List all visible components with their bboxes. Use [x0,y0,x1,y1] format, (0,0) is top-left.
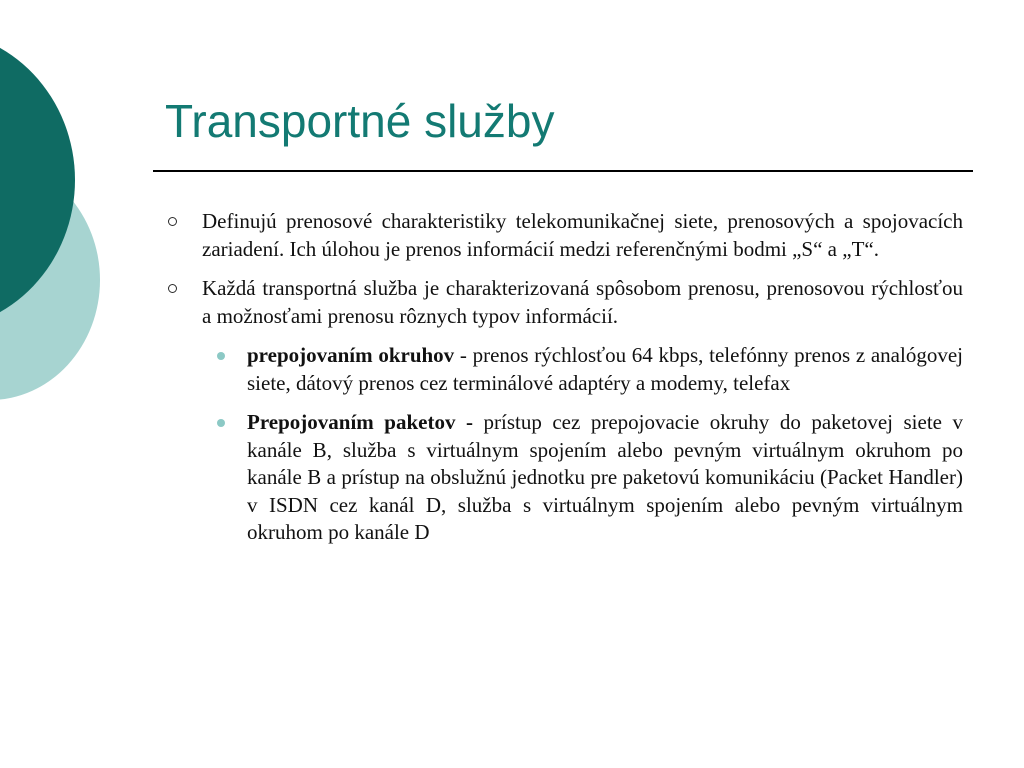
sub-bullet-bold-term: Prepojovaním paketov - [247,410,473,434]
bullet-text: Každá transportná služba je charakterizovaná spôsobom prenosu, prenosovou rýchlosťou a možnosťami prenosu rôznych typov informácií. [202,276,963,328]
slide-body [160,208,963,559]
filled-circle-icon [217,352,225,360]
sub-bullet-bold-term: prepojovaním okruhov [247,343,455,367]
hollow-circle-icon [168,284,177,293]
title-divider [153,170,973,172]
hollow-circle-icon [168,217,177,226]
bullet-item [160,275,963,330]
sub-bullet-text: prístup cez prepojovacie okruhy do paketovej siete v kanále B, služba s virtuálnym spojením alebo pevným virtuálnym okruhom po kanále B a prístup na obslužnú jednotku pre paketovú komunikáciu (Packet Handler) v ISDN cez kanál D, služba s virtuálnym spojením alebo pevným virtuálnym okruhom po kanále D [247,410,963,544]
filled-circle-icon [217,419,225,427]
bullet-item [160,208,963,263]
bullet-text: Definujú prenosové charakteristiky telekomunikačnej siete, prenosových a spojovacích zariadení. Ich úlohou je prenos informácií medzi referenčnými bodmi „S“ a „T“. [202,209,963,261]
slide-title: Transportné služby [165,95,555,147]
sub-bullet-text: - prenos rýchlosťou 64 kbps, telefónny prenos z analógovej siete, dátový prenos cez terminálové adaptéry a modemy, telefax [247,343,963,395]
sub-bullet-item [160,409,963,547]
sub-bullet-item [160,342,963,397]
